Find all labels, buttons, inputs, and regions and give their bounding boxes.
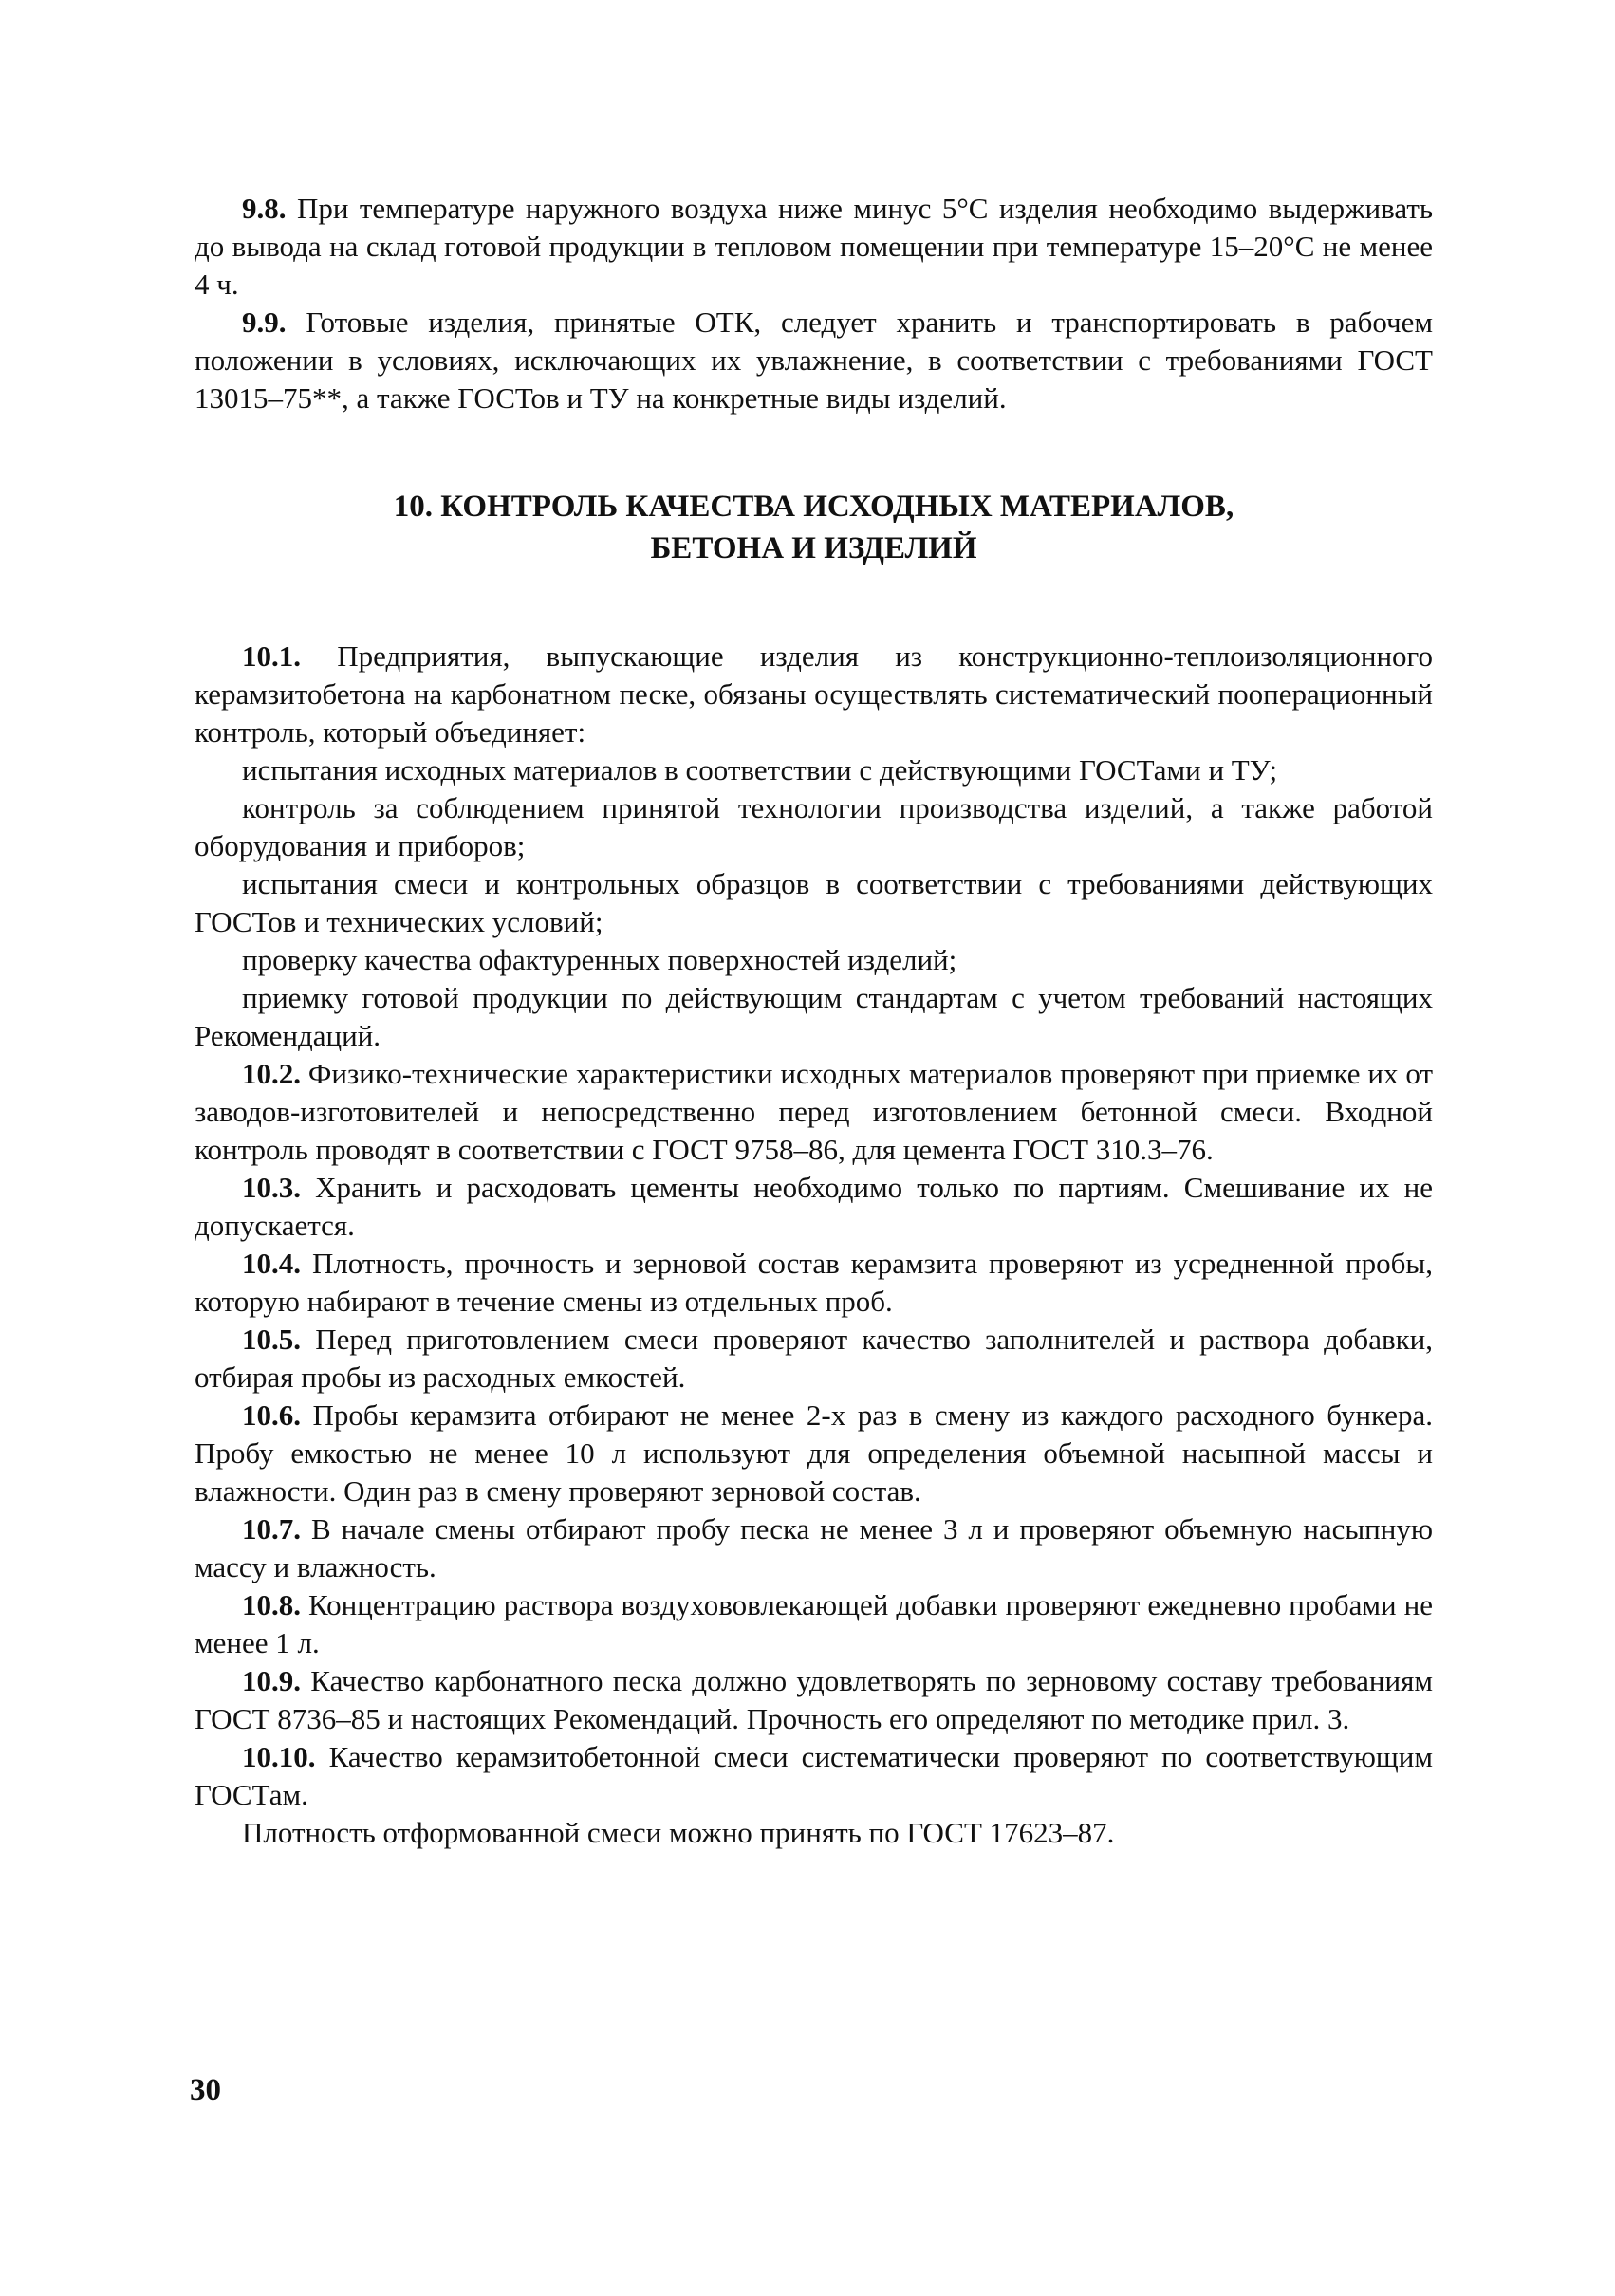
paragraph-10-9 [195,1662,1433,1738]
paragraph-text: Качество керамзитобетонной смеси систематически проверяют по соответствующим ГОСТам. [195,1740,1434,1811]
paragraph-10-10 [195,1738,1433,1814]
paragraph-number: 9.8. [242,192,287,225]
paragraph-text: Предприятия, выпускающие изделия из конструкционно-теплоизоляционного керамзитобетона на карбонатном песке, обязаны осуществлять систематический пооперационный контроль, который объединяет: [195,639,1433,749]
paragraph-number: 10.9. [242,1664,301,1697]
paragraph-text: В начале смены отбирают пробу песка не менее 3 л и проверяют объемную насыпную массу и влажность. [195,1512,1434,1583]
paragraph-text: Перед приготовлением смеси проверяют качество заполнителей и раствора добавки, отбирая пробы из расходных емкостей. [195,1323,1434,1394]
page-content [195,190,1433,1852]
section-heading-line1: 10. КОНТРОЛЬ КАЧЕСТВА ИСХОДНЫХ МАТЕРИАЛОВ, [393,490,1234,524]
paragraph-10-5 [195,1321,1433,1397]
paragraph-last: Плотность отформованной смеси можно принять по ГОСТ 17623–87. [242,1816,1115,1849]
paragraph-10-3 [195,1169,1433,1245]
list-item: контроль за соблюдением принятой технологии производства изделий, а также работой оборудования и приборов; [195,791,1433,862]
list-item: испытания исходных материалов в соответствии с действующими ГОСТами и ТУ; [242,753,1278,787]
paragraph-text: Физико-технические характеристики исходных материалов проверяют при приемке их от заводов-изготовителей и непосредственно перед изготовлением бетонной смеси. Входной контроль проводят в соответствии с ГОСТ 9758–86, для цемента ГОСТ 310.3–76. [195,1057,1433,1166]
paragraph-text: Готовые изделия, принятые ОТК, следует хранить и транспортировать в рабочем положении в условиях, исключающих их увлажнение, в соответствии с требованиями ГОСТ 13015–75**, а также ГОСТов и ТУ на конкретные виды изделий. [195,306,1434,415]
paragraph-number: 10.10. [242,1740,316,1773]
paragraph-text: Плотность, прочность и зерновой состав керамзита проверяют из усредненной пробы, которую набирают в течение смены из отдельных проб. [195,1247,1433,1318]
paragraph-number: 9.9. [242,306,287,339]
paragraph-text: Хранить и расходовать цементы необходимо только по партиям. Смешивание их не допускается. [195,1171,1433,1242]
paragraph-10-6 [195,1397,1433,1510]
list-item: проверку качества офактуренных поверхностей изделий; [242,943,957,976]
paragraph-number: 10.4. [242,1247,301,1280]
paragraph-10-1 [195,638,1433,751]
paragraph-number: 10.5. [242,1323,301,1356]
paragraph-number: 10.7. [242,1512,301,1546]
paragraph-10-7 [195,1510,1433,1586]
paragraph-number: 10.6. [242,1398,301,1432]
paragraph-number: 10.2. [242,1057,301,1090]
paragraph-text: Качество карбонатного песка должно удовлетворять по зерновому составу требованиям ГОСТ 8736–85 и настоящих Рекомендаций. Прочность его определяют по методике прил. 3. [195,1664,1433,1735]
paragraph-text: Концентрацию раствора воздухововлекающей добавки проверяют ежедневно пробами не менее 1 л. [195,1588,1434,1659]
paragraph-text: При температуре наружного воздуха ниже минус 5°C изделия необходимо выдерживать до вывода на склад готовой продукции в тепловом помещении при температуре 15–20°C не менее 4 ч. [195,192,1434,301]
paragraph-10-4 [195,1245,1433,1321]
paragraph-10-8 [195,1586,1433,1662]
paragraph-number: 10.1. [242,639,301,673]
paragraph-10-2 [195,1055,1433,1169]
list-item: приемку готовой продукции по действующим стандартам с учетом требований настоящих Рекомендаций. [195,981,1433,1052]
paragraph-number: 10.8. [242,1588,301,1621]
paragraph-9-9 [195,304,1433,417]
paragraph-number: 10.3. [242,1171,301,1204]
paragraph-9-8 [195,190,1433,304]
section-heading [195,486,1433,569]
paragraph-text: Пробы керамзита отбирают не менее 2-х раз в смену из каждого расходного бункера. Пробу емкостью не менее 10 л используют для определения объемной насыпной массы и влажности. Один раз в смену проверяют зерновой состав. [195,1398,1434,1508]
section-heading-line2: БЕТОНА И ИЗДЕЛИЙ [650,531,977,565]
list-item: испытания смеси и контрольных образцов в соответствии с требованиями действующих ГОСТов и технических условий; [195,867,1433,938]
page-number: 30 [190,2073,221,2107]
